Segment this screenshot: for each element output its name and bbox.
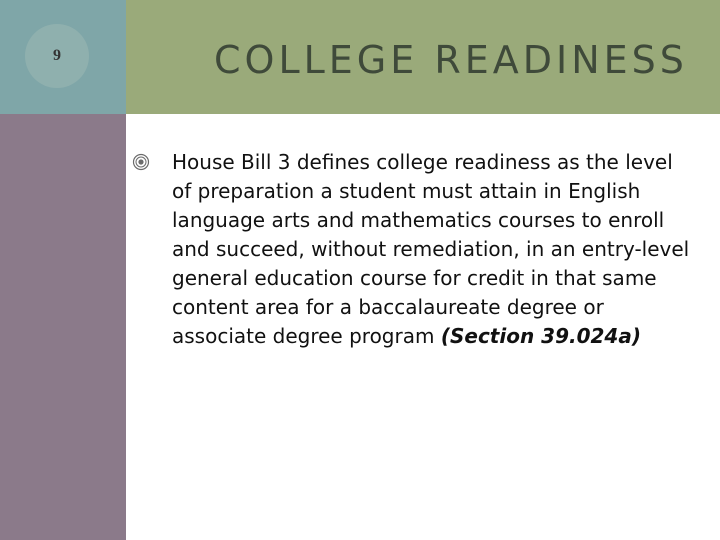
section-citation: (Section 39.024a): [440, 324, 641, 348]
slide-title: COLLEGE READINESS: [214, 38, 688, 82]
bullet-text: [172, 148, 692, 351]
page-number-badge: [25, 24, 89, 88]
circled-dot-bullet-icon: [132, 153, 150, 171]
corner-block: [0, 0, 126, 114]
left-decorative-bar: [0, 114, 126, 540]
definition-text: House Bill 3 defines college readiness as the level of preparation a student must attain in English language arts and mathematics courses to enroll and succeed, without remediation, in an entry-level general education course for credit in that same content area for a baccalaureate degree or associate degree program: [172, 150, 690, 348]
page-number: 9: [53, 47, 61, 64]
slide-content: [132, 148, 692, 351]
